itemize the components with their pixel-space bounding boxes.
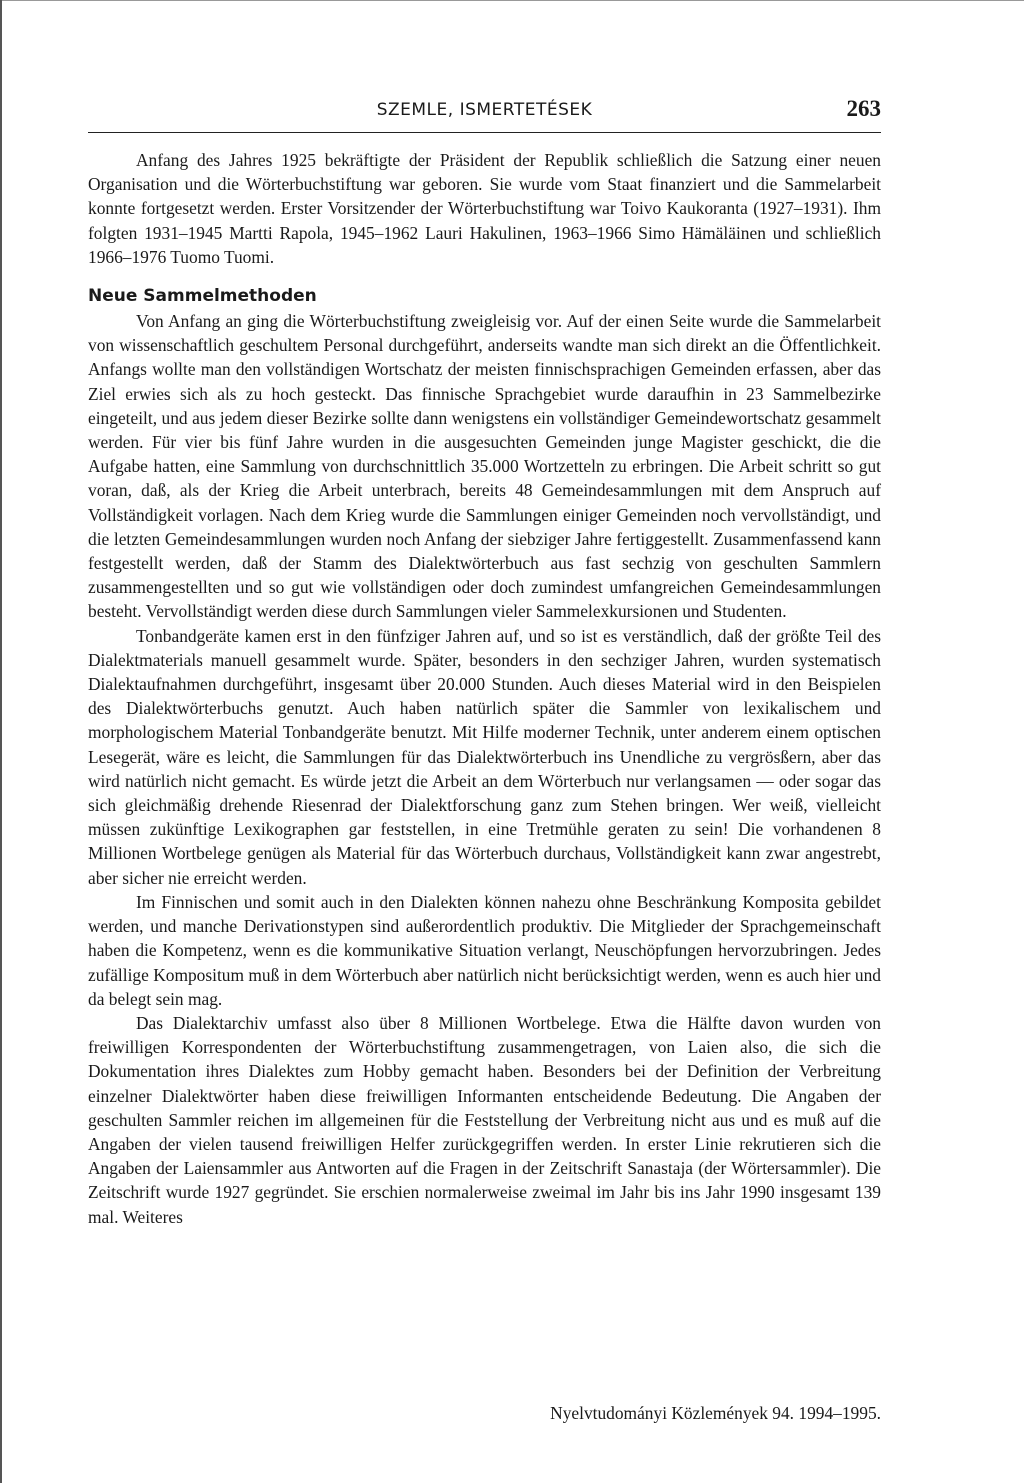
page-header xyxy=(88,96,881,132)
journal-citation: Nyelvtudományi Közlemények 94. 1994–1995. xyxy=(550,1403,881,1423)
body-paragraph: Im Finnischen und somit auch in den Dialekten können nahezu ohne Beschränkung Komposita gebildet werden, und manche Derivationstypen sind außerordentlich produktiv. Die Mitglieder der Sprachgemeinschaft haben die Kompetenz, wenn es die kommunikative Situation verlangt, Neuschöpfungen hervorzubringen. Jedes zufällige Kompositum muß in dem Wörterbuch aber natürlich nicht berücksichtigt werden, wenn es auch hier und da belegt sein mag. xyxy=(88,891,881,1009)
header-rule xyxy=(88,132,881,133)
scan-edge-left xyxy=(0,0,2,1483)
scan-edge-top xyxy=(0,0,1024,1)
running-head: SZEMLE, ISMERTETÉSEK xyxy=(376,100,593,120)
section-heading: Neue Sammelmethoden xyxy=(88,286,317,307)
body-paragraph: Tonbandgeräte kamen erst in den fünfziger Jahren auf, und so ist es verständlich, daß der größte Teil des Dialektmaterials manuell gesammelt wurde. Später, besonders in den sechziger Jahren, wurden systematisch Dialektaufnahmen durchgeführt, insgesamt über 20.000 Stunden. Auch dieses Material wird in den Beispielen des Dialektwörterbuchs genutzt. Auch haben natürlich später die Sammler von lexikalischem und morphologischem Material Tonbandgeräte benutzt. Mit Hilfe moderner Technik, unter anderem einem optischen Lesegerät, wäre es leicht, die Sammlungen für das Dialektwörterbuch ins Unendliche zu vergrösßern, aber das wird natürlich nicht gemacht. Es würde jetzt die Arbeit an dem Wörterbuch nur verlangsamen — oder sogar das sich gleichmäßig drehende Riesenrad der Dialektforschung ganz zum Stehen bringen. Wer weiß, vielleicht müssen zukünftige Lexikographen gar feststellen, in eine Tretmühle geraten zu sein! Die vorhandenen 8 Millionen Wortbelege genügen als Material für das Wörterbuch durchaus, Vollständigkeit kann zwar angestrebt, aber sicher nie erreicht werden. xyxy=(88,625,881,888)
intro-paragraph: Anfang des Jahres 1925 bekräftigte der Präsident der Republik schließlich die Satzung einer neuen Organisation und die Wörterbuchstiftung war geboren. Sie wurde vom Staat finanziert und die Sammelarbeit konnte fortgesetzt werden. Erster Vorsitzender der Wörterbuchstiftung war Toivo Kaukoranta (1927–1931). Ihm folgten 1931–1945 Martti Rapola, 1945–1962 Lauri Hakulinen, 1963–1966 Simo Hämäläinen und schließlich 1966–1976 Tuomo Tuomi. xyxy=(88,150,881,267)
page-number: 263 xyxy=(846,96,881,121)
body-paragraph: Das Dialektarchiv umfasst also über 8 Millionen Wortbelege. Etwa die Hälfte davon wurden von freiwilligen Korrespondenten der Wörterbuchstiftung zusammengetragen, von Laien also, die sich die Dokumentation ihres Dialektes zum Hobby gemacht haben. Besonders bei der Definition der Verbreitung einzelner Dialektwörter haben diese freiwilligen Informanten entscheidende Bedeutung. Die Angaben der geschulten Sammler reichen im allgemeinen für die Feststellung der Verbreitung nicht aus und es muß auf die Angaben der vielen tausend freiwilligen Helfer zurückgegriffen werden. In erster Linie rekrutieren sich die Angaben der Laiensammler aus Antworten auf die Fragen in der Zeitschrift Sanastaja (der Wörtersammler). Die Zeitschrift wurde 1927 gegründet. Sie erschien normalerweise zweimal im Jahr bis ins Jahr 1990 insgesamt 139 mal. Weiteres xyxy=(88,1012,881,1227)
article-body xyxy=(88,148,881,1229)
body-paragraph: Von Anfang an ging die Wörterbuchstiftung zweigleisig vor. Auf der einen Seite wurde die Sammelarbeit von wissenschaftlich geschultem Personal durchgeführt, anderseits wandte man sich direkt an die Öffentlichkeit. Anfangs wollte man den vollständigen Wortschatz der meisten finnischsprachigen Gemeinden erfassen, aber das Ziel erwies sich als zu hoch gesteckt. Das finnische Sprachgebiet wurde daraufhin in 23 Sammelbezirke eingeteilt, und aus jedem dieser Bezirke sollte dann wenigstens ein vollständiger Gemeindewortschatz gesammelt werden. Für vier bis fünf Jahre wurden in die ausgesuchten Gemeinden junge Magister geschickt, die die Aufgabe hatten, eine Sammlung von durchschnittlich 35.000 Wortzetteln zu erbringen. Die Arbeit schritt so gut voran, daß, als der Krieg die Arbeit unterbrach, bereits 48 Gemeindesammlungen mit dem Anspruch auf Vollständigkeit vorlagen. Nach dem Krieg wurde die Sammlungen einiger Gemeinden noch vervollständigt, und die letzten Gemeindesammlungen wurden noch Anfang der siebziger Jahre fertiggestellt. Zusammenfassend kann festgestellt werden, daß der Stamm des Dialektwörterbuch aus fast sechzig von geschulten Sammlern zusammengestellten und so gut wie vollständigen oder doch zumindest umfangreichen Gemeindesammlungen besteht. Vervollständigt werden diese durch Sammlungen vieler Sammelexkursionen und Studenten. xyxy=(88,311,881,622)
